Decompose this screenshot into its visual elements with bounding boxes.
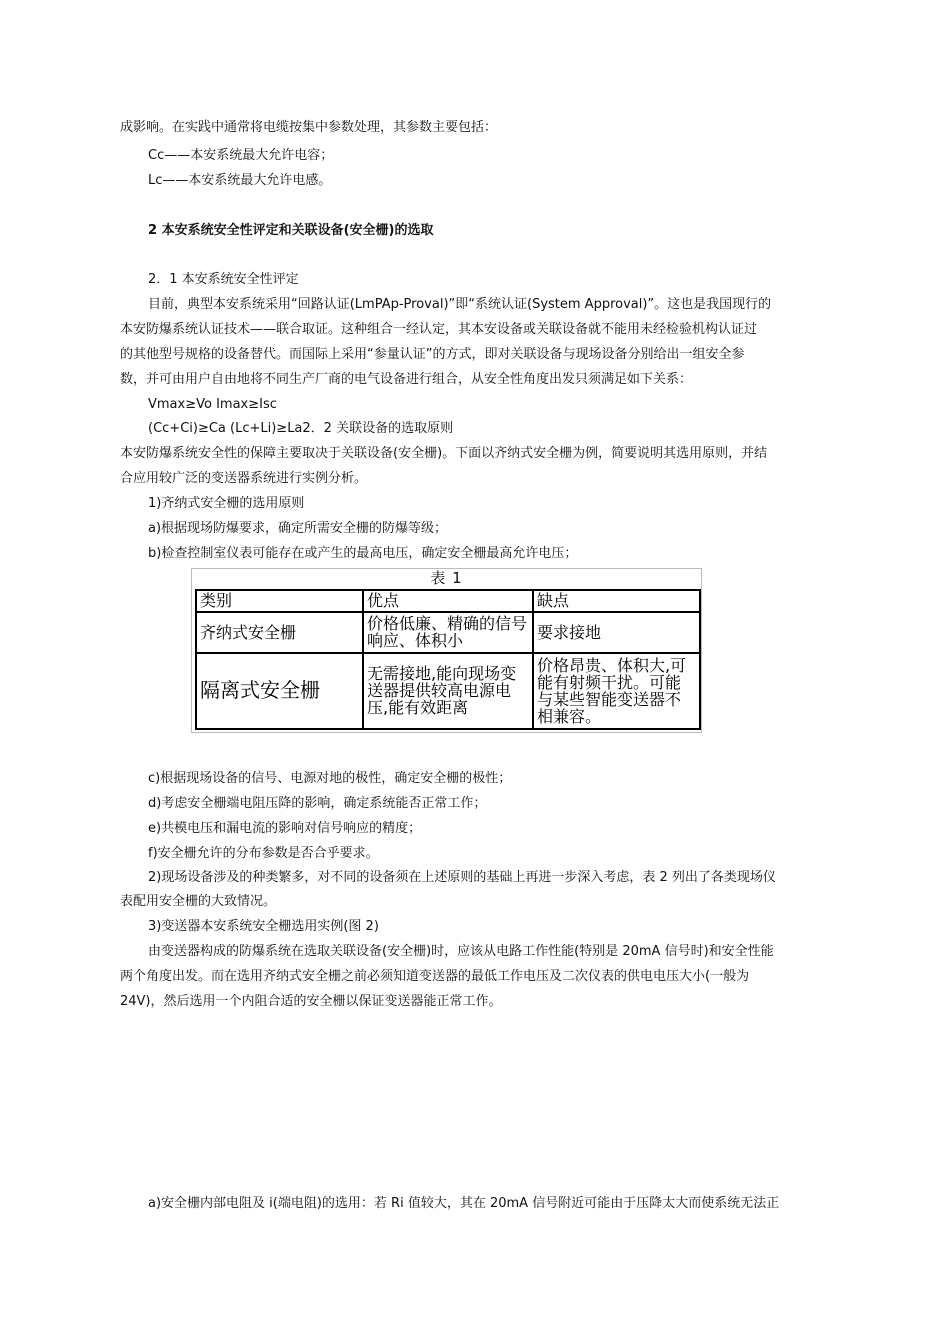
- table-cell: 隔离式安全栅: [196, 653, 363, 729]
- list-item: e)共模电压和漏电流的影响对信号响应的精度；: [148, 821, 422, 836]
- table-cell: 价格昂贵、体积大,可能有射频干扰。可能与某些智能变送器不相兼容。: [533, 653, 700, 729]
- list-item: d)考虑安全栅端电阻压降的影响，确定系统能否正常工作；: [148, 796, 487, 811]
- paragraph-line: 本安防爆系统安全性的保障主要取决于关联设备(安全栅)。下面以齐纳式安全栅为例，简要说明其选用原则，并结: [120, 446, 768, 461]
- param-cc: Cc——本安系统最大允许电容；: [148, 148, 334, 163]
- table-header-cell: 类别: [196, 590, 363, 612]
- section-heading-2: 2 本安系统安全性评定和关联设备(安全栅)的选取: [148, 223, 434, 238]
- table-cell: 要求接地: [533, 612, 700, 653]
- paragraph-line: 2)现场设备涉及的种类繁多，对不同的设备须在上述原则的基础上再进一步深入考虑，表 2 列出了各类现场仪: [148, 870, 776, 885]
- paragraph-line: 目前，典型本安系统采用“回路认证(LmPAp-Proval)”即“系统认证(System Approval)”。这也是我国现行的: [148, 297, 772, 312]
- list-heading: 3)变送器本安系统安全栅选用实例(图 2): [148, 919, 379, 934]
- paragraph-line: 24V)，然后选用一个内阻合适的安全栅以保证变送器能正常工作。: [120, 994, 502, 1009]
- paragraph-line: 由变送器构成的防爆系统在选取关联设备(安全栅)时，应该从电路工作性能(特别是 20mA 信号时)和安全性能: [148, 944, 774, 959]
- table-header-cell: 优点: [363, 590, 533, 612]
- table-cell: 价格低廉、精确的信号响应、体积小: [363, 612, 533, 653]
- paragraph-line: 成影响。在实践中通常将电缆按集中参数处理，其参数主要包括：: [120, 120, 498, 135]
- paragraph-line: 两个角度出发。而在选用齐纳式安全栅之前必须知道变送器的最低工作电压及二次仪表的供电电压大小(一般为: [120, 969, 750, 984]
- paragraph-line: 的其他型号规格的设备替代。而国际上采用“参量认证”的方式，即对关联设备与现场设备分别给出一组安全参: [120, 347, 745, 362]
- subsection-heading-2-1: 2．1 本安系统安全性评定: [148, 272, 299, 287]
- formula-line: (Cc+Ci)≥Ca (Lc+Li)≥La2．2 关联设备的选取原则: [148, 421, 454, 436]
- paragraph-line: 数，并可由用户自由地将不同生产厂商的电气设备进行组合，从安全性角度出发只须满足如下关系：: [120, 372, 693, 387]
- table-row: [196, 612, 700, 653]
- table-row: [196, 653, 700, 729]
- table-1-figure: [191, 568, 702, 733]
- table-caption: 表 1: [430, 569, 463, 587]
- table-cell: 齐纳式安全栅: [196, 612, 363, 653]
- formula-line: Vmax≥Vo Imax≥Isc: [148, 397, 277, 412]
- table-header-cell: 缺点: [533, 590, 700, 612]
- table-header-row: [196, 590, 700, 612]
- param-lc: Lc——本安系统最大允许电感。: [148, 173, 332, 188]
- paragraph-line: 合应用较广泛的变送器系统进行实例分析。: [120, 471, 368, 486]
- list-heading: 1)齐纳式安全栅的选用原则: [148, 496, 305, 511]
- list-item: f)安全栅允许的分布参数是否合乎要求。: [148, 846, 379, 861]
- comparison-table: [195, 589, 701, 730]
- list-item: c)根据现场设备的信号、电源对地的极性，确定安全栅的极性；: [148, 771, 512, 786]
- paragraph-line: 本安防爆系统认证技术——联合取证。这种组合一经认定，其本安设备或关联设备就不能用未经检验机构认证过: [120, 322, 758, 337]
- list-item: a)根据现场防爆要求，确定所需安全栅的防爆等级；: [148, 521, 448, 536]
- paragraph-line: 表配用安全栅的大致情况。: [120, 894, 277, 909]
- list-item: b)检查控制室仪表可能存在或产生的最高电压，确定安全栅最高允许电压；: [148, 546, 578, 561]
- paragraph-line: a)安全栅内部电阻及 i(端电阻)的选用：若 Ri 值较大，其在 20mA 信号附近可能由于压降太大而使系统无法正: [148, 1196, 780, 1211]
- table-cell: 无需接地,能向现场变送器提供较高电源电压,能有效距离: [363, 653, 533, 729]
